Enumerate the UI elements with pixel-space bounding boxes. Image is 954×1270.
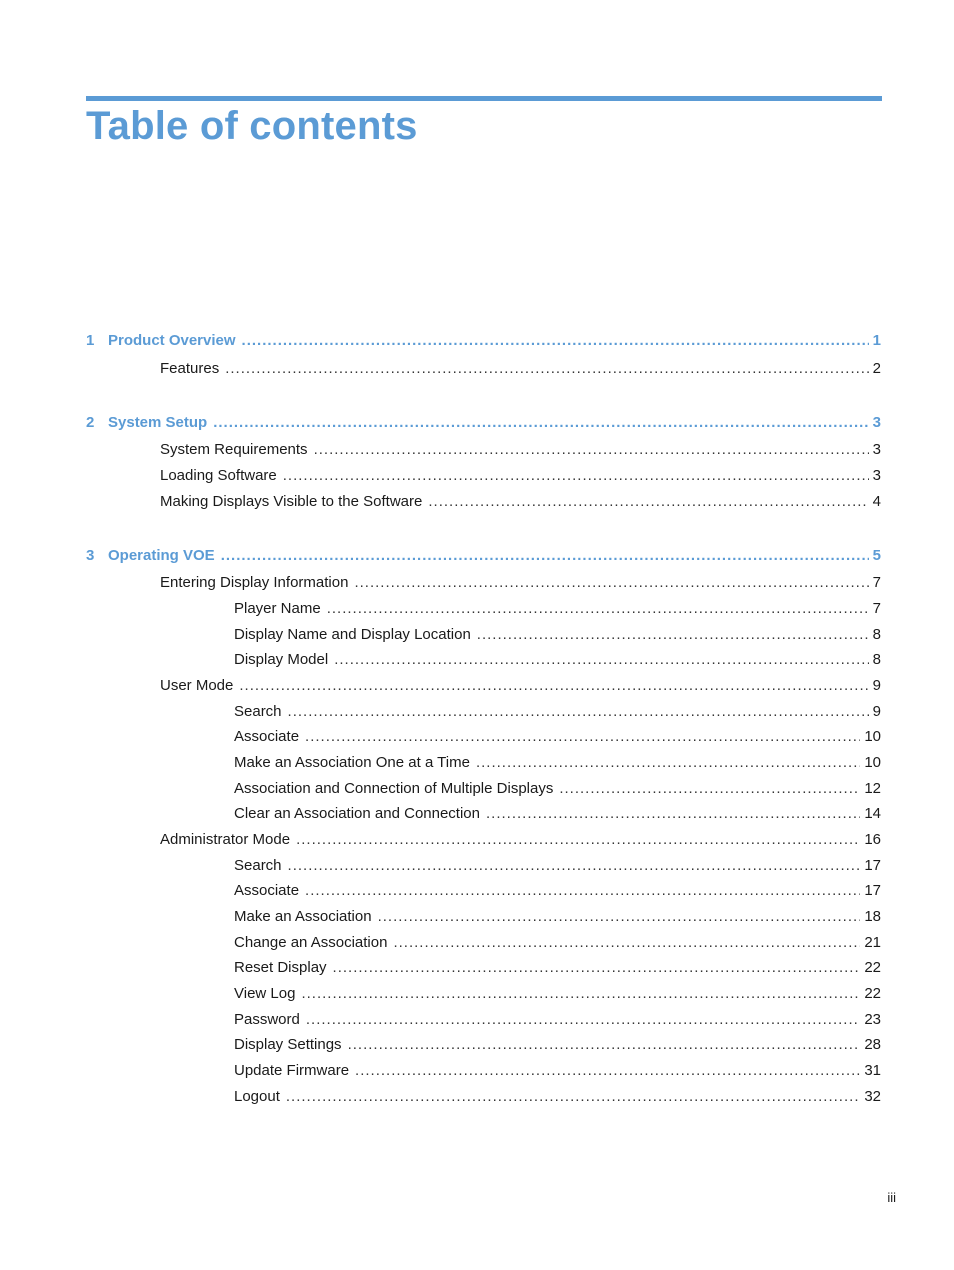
leader-dots <box>225 360 868 377</box>
entry-title: Display Name and Display Location <box>234 626 471 643</box>
toc-subentry[interactable] <box>234 703 881 720</box>
leader-dots <box>354 574 868 591</box>
leader-dots <box>301 985 860 1002</box>
toc-entry[interactable] <box>160 574 881 591</box>
toc-subentry[interactable] <box>234 651 881 668</box>
entry-title: Display Settings <box>234 1036 342 1053</box>
leader-dots <box>348 1036 861 1053</box>
page-number: 32 <box>864 1088 881 1105</box>
leader-dots <box>306 1011 860 1028</box>
page-number: 8 <box>872 626 881 643</box>
page-number: 17 <box>864 857 881 874</box>
leader-dots <box>477 626 869 643</box>
entry-title: Update Firmware <box>234 1062 350 1079</box>
page-number: 7 <box>872 600 881 617</box>
page-folio: iii <box>887 1190 896 1205</box>
leader-dots <box>476 754 860 771</box>
leader-dots <box>305 728 860 745</box>
entry-title: System Requirements <box>160 441 308 458</box>
toc-subentry[interactable] <box>234 805 881 822</box>
page-number: 12 <box>864 780 881 797</box>
leader-dots <box>288 703 869 720</box>
page-number: 18 <box>864 908 881 925</box>
leader-dots <box>559 780 860 797</box>
chapter-title: Product Overview <box>108 332 236 349</box>
page-number: 22 <box>864 959 881 976</box>
entry-title: Associate <box>234 882 300 899</box>
leader-dots <box>378 908 861 925</box>
page-number: 9 <box>872 677 881 694</box>
page-number: 8 <box>872 651 881 668</box>
entry-title: Features <box>160 360 220 377</box>
page-number: 3 <box>872 414 881 431</box>
entry-title: Making Displays Visible to the Software <box>160 493 423 510</box>
leader-dots <box>296 831 860 848</box>
toc-subentry[interactable] <box>234 600 881 617</box>
leader-dots <box>239 677 868 694</box>
page-number: 1 <box>872 332 881 349</box>
chapter-title: Operating VOE <box>108 547 215 564</box>
leader-dots <box>314 441 869 458</box>
entry-title: Administrator Mode <box>160 831 291 848</box>
leader-dots <box>327 600 869 617</box>
leader-dots <box>428 493 868 510</box>
toc-chapter[interactable] <box>86 547 881 564</box>
chapter-number: 1 <box>86 332 95 349</box>
page-title: Table of contents <box>86 104 418 148</box>
page-number: 23 <box>864 1011 881 1028</box>
toc-subentry[interactable] <box>234 728 881 745</box>
leader-dots <box>286 1088 860 1105</box>
entry-title: Display Model <box>234 651 329 668</box>
toc-entry[interactable] <box>160 831 881 848</box>
leader-dots <box>334 651 868 668</box>
leader-dots <box>355 1062 860 1079</box>
toc-chapter[interactable] <box>86 332 881 349</box>
leader-dots <box>305 882 860 899</box>
entry-title: Change an Association <box>234 934 388 951</box>
leader-dots <box>486 805 860 822</box>
entry-title: User Mode <box>160 677 234 694</box>
page-number: 31 <box>864 1062 881 1079</box>
leader-dots <box>288 857 861 874</box>
entry-title: Association and Connection of Multiple Displays <box>234 780 554 797</box>
chapter-number: 2 <box>86 414 95 431</box>
toc-subentry[interactable] <box>234 934 881 951</box>
page-number: 17 <box>864 882 881 899</box>
toc-subentry[interactable] <box>234 1036 881 1053</box>
entry-title: Logout <box>234 1088 280 1105</box>
toc-entry[interactable] <box>160 677 881 694</box>
leader-dots <box>213 414 868 431</box>
chapter-title: System Setup <box>108 414 208 431</box>
page-number: 21 <box>864 934 881 951</box>
toc-entry[interactable] <box>160 493 881 510</box>
toc-subentry[interactable] <box>234 882 881 899</box>
entry-title: Clear an Association and Connection <box>234 805 480 822</box>
toc-subentry[interactable] <box>234 754 881 771</box>
page-number: 9 <box>872 703 881 720</box>
page-number: 2 <box>872 360 881 377</box>
toc-entry[interactable] <box>160 467 881 484</box>
leader-dots <box>242 332 869 349</box>
toc-subentry[interactable] <box>234 1088 881 1105</box>
entry-title: Reset Display <box>234 959 327 976</box>
page-number: 10 <box>864 728 881 745</box>
page-number: 4 <box>872 493 881 510</box>
entry-title: Password <box>234 1011 300 1028</box>
entry-title: Make an Association One at a Time <box>234 754 470 771</box>
page-number: 16 <box>864 831 881 848</box>
toc-subentry[interactable] <box>234 985 881 1002</box>
leader-dots <box>283 467 869 484</box>
page-number: 22 <box>864 985 881 1002</box>
entry-title: Associate <box>234 728 300 745</box>
toc-subentry[interactable] <box>234 908 881 925</box>
toc-subentry[interactable] <box>234 959 881 976</box>
entry-title: View Log <box>234 985 296 1002</box>
leader-dots <box>221 547 869 564</box>
page-number: 14 <box>864 805 881 822</box>
toc-subentry[interactable] <box>234 1011 881 1028</box>
toc-chapter[interactable] <box>86 414 881 431</box>
page-number: 3 <box>872 441 881 458</box>
entry-title: Entering Display Information <box>160 574 349 591</box>
page-number: 7 <box>872 574 881 591</box>
entry-title: Loading Software <box>160 467 277 484</box>
leader-dots <box>393 934 860 951</box>
page-number: 28 <box>864 1036 881 1053</box>
toc-entry[interactable] <box>160 441 881 458</box>
entry-title: Make an Association <box>234 908 372 925</box>
entry-title: Search <box>234 857 282 874</box>
toc-subentry[interactable] <box>234 1062 881 1079</box>
chapter-number: 3 <box>86 547 95 564</box>
toc-subentry[interactable] <box>234 626 881 643</box>
page-number: 10 <box>864 754 881 771</box>
leader-dots <box>333 959 861 976</box>
page-number: 3 <box>872 467 881 484</box>
toc-subentry[interactable] <box>234 857 881 874</box>
entry-title: Player Name <box>234 600 321 617</box>
page-number: 5 <box>872 547 881 564</box>
toc-entry[interactable] <box>160 360 881 377</box>
entry-title: Search <box>234 703 282 720</box>
toc-subentry[interactable] <box>234 780 881 797</box>
title-rule <box>86 96 882 101</box>
